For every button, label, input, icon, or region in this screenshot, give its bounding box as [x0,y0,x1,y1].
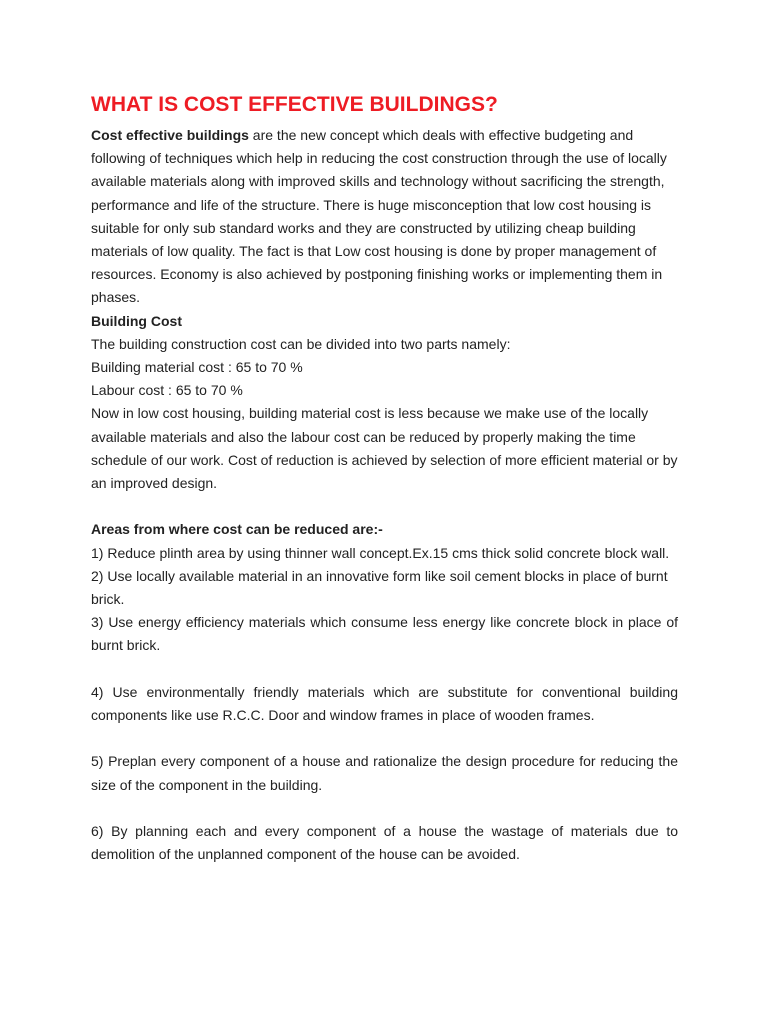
spacer [91,658,678,681]
list-item: 5) Preplan every component of a house and rationalize the design procedure for reducing the size of the component in the building. [91,753,678,793]
spacer [91,495,678,518]
building-cost-intro: The building construction cost can be divided into two parts namely: [91,335,511,352]
spacer [91,727,678,750]
list-item: 4) Use environmentally friendly materials which are substitute for conventional building components like use R.C.C. Door and window frames in place of wooden frames. [91,683,678,724]
building-material-cost-line: Building material cost : 65 to 70 % [91,359,303,376]
labour-cost-line: Labour cost : 65 to 70 % [91,382,243,399]
document-title: WHAT IS COST EFFECTIVE BUILDINGS? [91,93,498,116]
list-item: 3) Use energy efficiency materials which consume less energy like concrete block in place of burnt brick. [91,614,678,654]
list-item: 6) By planning each and every component of a house the wastage of materials due to demolition of the unplanned component of the house can be avoided. [91,823,678,863]
building-cost-paragraph: Now in low cost housing, building material cost is less because we make use of the locally available materials and also the labour cost can be reduced by properly making the time schedule of our work. Cost of reduction is achieved by selection of more efficient material or by an improved design. [91,405,678,492]
intro-paragraph [91,124,678,310]
intro-text: are the new concept which deals with effective budgeting and following of techniques which help in reducing the cost construction through the use of locally available materials along with improved skills and technology without sacrificing the strength, performance and life of the structure. There is huge misconception that low cost housing is suitable for only sub standard works and they are constructed by utilizing cheap building materials of low quality. The fact is that Low cost housing is done by proper management of resources. Economy is also achieved by postponing finishing works or implementing them in phases. [91,127,667,306]
list-item: 1) Reduce plinth area by using thinner wall concept.Ex.15 cms thick solid concrete block wall. [91,544,670,561]
areas-heading: Areas from where cost can be reduced are:- [91,521,383,538]
list-item: 2) Use locally available material in an innovative form like soil cement blocks in place of burnt brick. [91,567,668,608]
intro-lead: Cost effective buildings [91,127,249,143]
building-cost-heading: Building Cost [91,312,182,329]
spacer [91,797,678,820]
